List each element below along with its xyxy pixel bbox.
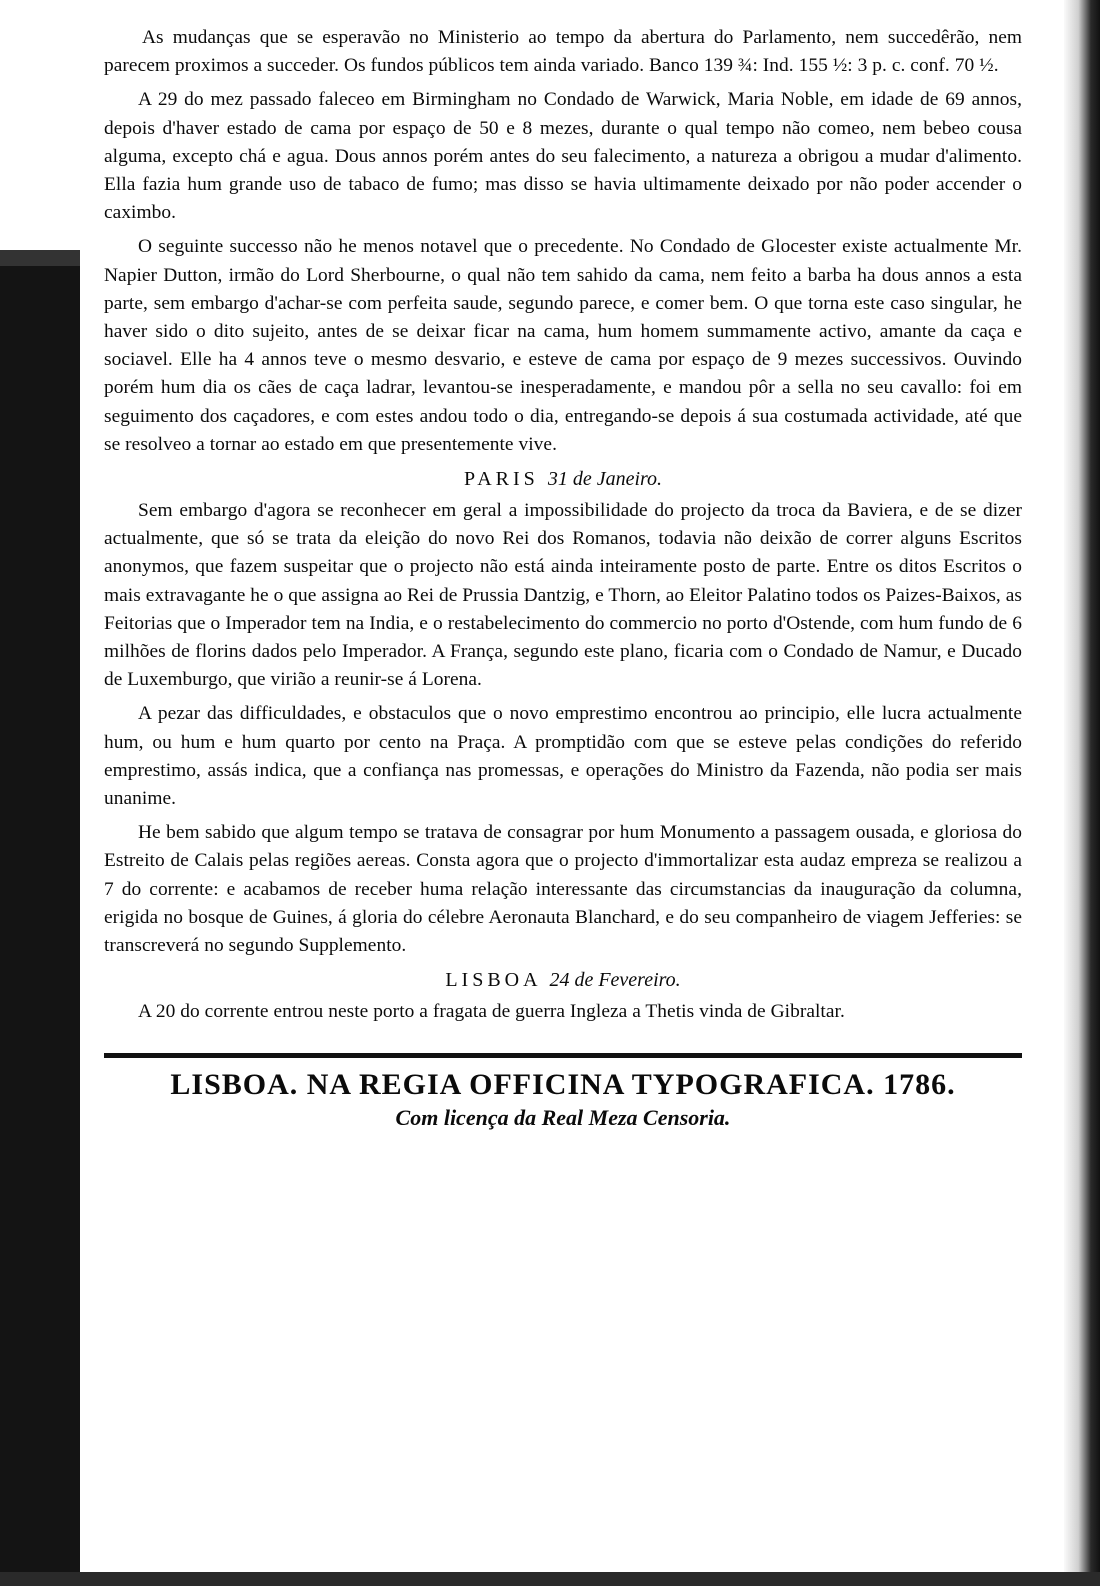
paragraph-bavaria-exchange: Sem embargo d'agora se reconhecer em geral a impossibilidade do projecto da troca da Baviera, e de se dizer actualmente, que só se trata da eleição do novo Rei dos Romanos, todavia não deixão de correr alguns Escritos anonymos, que fazem suspeitar que o projecto não está ainda inteiramente posto de parte. Entre os ditos Escritos o mais extravagante he o que assigna ao Rei de Prussia Dantzig, e Thorn, ao Eleitor Palatino todos os Paizes-Baixos, as Feitorias que o Imperador tem na India, e o restabelecimento do commercio no porto d'Ostende, com hum fundo de 6 milhões de florins dados pelo Imperador. A França, segundo este plano, ficaria com o Condado de Namur, e Ducado de Luxemburgo, que virião a reunir-se á Lorena. (104, 500, 1022, 691)
paragraph-loan: A pezar das difficuldades, e obstaculos que o novo emprestimo encontrou ao principio, elle lucra actualmente hum, ou hum e hum quarto por cento na Praça. A promptidão com que se esteve pelas condições do referido emprestimo, assás indica, que a confiança nas promessas, e operações do Ministro da Fazenda, não podia ser mais unanime. (104, 703, 1022, 810)
paragraph-frigate-thetis: A 20 do corrente entrou neste porto a fragata de guerra Ingleza a Thetis vinda de Gibraltar. (138, 1001, 845, 1023)
dateline-paris-city: PARIS (463, 468, 539, 491)
dateline-paris (104, 465, 1022, 493)
scan-right-edge (1064, 0, 1100, 1586)
paragraph-maria-noble: A 29 do mez passado faleceo em Birmingham no Condado de Warwick, Maria Noble, em idade de 69 annos, depois d'haver estado de cama por espaço de 50 e 8 mezes, durante o qual tempo não comeo, nem bebeo cousa alguma, excepto chá e agua. Dous annos porém antes do seu falecimento, a natureza a obrigou a mudar d'alimento. Ella fazia hum grande uso de tabaco de fumo; mas disso se havia ultimamente deixado por não poder accender o caximbo. (104, 89, 1022, 224)
printer-imprint: LISBOA. NA REGIA OFFICINA TYPOGRAFICA. 1786. (170, 1067, 956, 1101)
paragraph-parliament-funds: As mudanças que se esperavão no Ministerio ao tempo da abertura do Parlamento, nem succedêrão, nem parecem proximos a succeder. Os fundos públicos tem ainda variado. Banco 139 ¾: Ind. 155 ½: 3 p. c. conf. 70 ½. (104, 27, 1022, 77)
paragraph-napier-dutton: O seguinte successo não he menos notavel que o precedente. No Condado de Glocester existe actualmente Mr. Napier Dutton, irmão do Lord Sherbourne, o qual não tem sahido da cama, nem feito a barba ha dous annos a esta parte, sem embargo d'achar-se com perfeita saude, segundo parece, e comer bem. O que torna este caso singular, he haver sido o dito sujeito, antes de se deixar ficar na cama, hum homem summamente activo, amante da caça e sociavel. Elle ha 4 annos teve o mesmo desvario, e esteve de cama por espaço de 9 mezes successivos. Ouvindo porém hum dia os cães de caça ladrar, levantou-se inesperadamente, e mandou pôr a sella no seu cavallo: foi em seguimento dos caçadores, e com estes andou todo o dia, entregando-se depois á sua costumada actividade, até que se resolveo a tornar ao estado em que presentemente vive. (104, 236, 1022, 455)
dateline-paris-date: 31 de Janeiro. (547, 468, 663, 491)
scan-left-shadow (0, 250, 80, 1586)
scan-bottom-edge (0, 1572, 1100, 1586)
dateline-lisboa-city: LISBOA (445, 969, 541, 992)
paragraph-calais-monument: He bem sabido que algum tempo se tratava de consagrar por hum Monumento a passagem ousada, e gloriosa do Estreito de Calais pelas regiões aereas. Consta agora que o projecto d'immortalizar esta audaz empreza se realizou a 7 do corrente: e acabamos de receber huma relação interessante das circumstancias da inauguração da columna, erigida no bosque de Guines, á gloria do célebre Aeronauta Blanchard, e do seu companheiro de viagem Jefferies: se transcreverá no segundo Supplemento. (104, 822, 1022, 957)
dateline-lisboa-date: 24 de Fevereiro. (549, 969, 681, 992)
footer-rule (104, 1053, 1022, 1058)
dateline-lisboa (104, 966, 1022, 994)
censorship-license: Com licença da Real Meza Censoria. (395, 1104, 731, 1130)
gazette-page (104, 24, 1022, 1134)
